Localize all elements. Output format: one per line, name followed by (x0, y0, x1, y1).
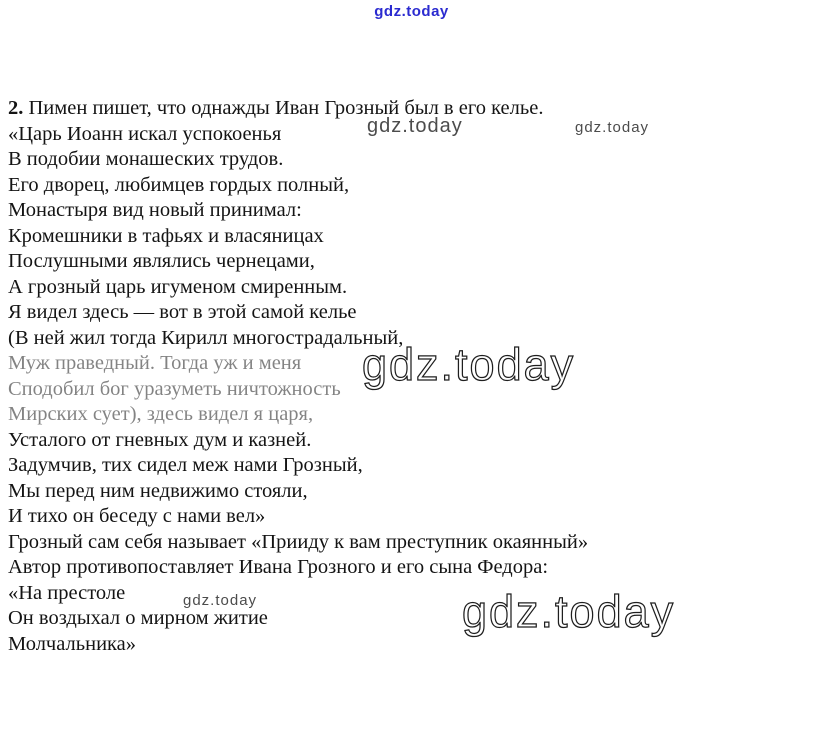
text-line: Муж праведный. Тогда уж и меня (8, 352, 302, 374)
text-line: Монастыря вид новый принимал: (8, 199, 302, 221)
text-line: И тихо он беседу с нами вел» (8, 505, 266, 527)
text-line: Усталого от гневных дум и казней. (8, 428, 312, 451)
watermark-bottom-large: gdz.today (462, 586, 676, 637)
watermark-mid-left: gdz.today (367, 115, 463, 137)
text-line: Я видел здесь — вот в этой самой келье (8, 301, 357, 323)
text-line: В подобии монашеских трудов. (8, 148, 284, 170)
watermark-center-large: gdz.today (362, 339, 576, 390)
text-line: «На престоле (8, 581, 126, 604)
text-line: Сподобил бог уразуметь ничтожность (8, 377, 341, 400)
site-logo: gdz.today (374, 3, 449, 20)
watermark-mid-right: gdz.today (575, 119, 650, 136)
text-line: Мы перед ним недвижимо стояли, (8, 479, 308, 502)
text-line: А грозный царь игуменом смиренным. (8, 275, 348, 298)
text-line: Грозный сам себя называет «Прииду к вам преступник окаянный» (8, 530, 589, 553)
text-line: Он воздыхал о мирном житие (8, 607, 268, 629)
answer-text (8, 96, 798, 657)
text-line: Его дворец, любимцев гордых полный, (8, 173, 350, 196)
text-line: 2. Пимен пишет, что однажды Иван Грозный был в его келье. (8, 97, 544, 119)
item-number: 2. (8, 97, 24, 119)
text-line: Мирских сует), здесь видел я царя, (8, 403, 314, 425)
watermark-bottom-small: gdz.today (183, 592, 258, 609)
text-line: Автор противопоставляет Ивана Грозного и его сына Федора: (8, 556, 549, 578)
text-line: (В ней жил тогда Кирилл многострадальный, (8, 326, 404, 349)
text-line: «Царь Иоанн искал успокоенья (8, 122, 282, 145)
text-line: Молчальника» (8, 632, 137, 655)
text-line: Кромешники в тафьях и власяницах (8, 224, 324, 247)
text-line: Послушными являлись чернецами, (8, 250, 315, 272)
text-line: Задумчив, тих сидел меж нами Грозный, (8, 454, 363, 476)
